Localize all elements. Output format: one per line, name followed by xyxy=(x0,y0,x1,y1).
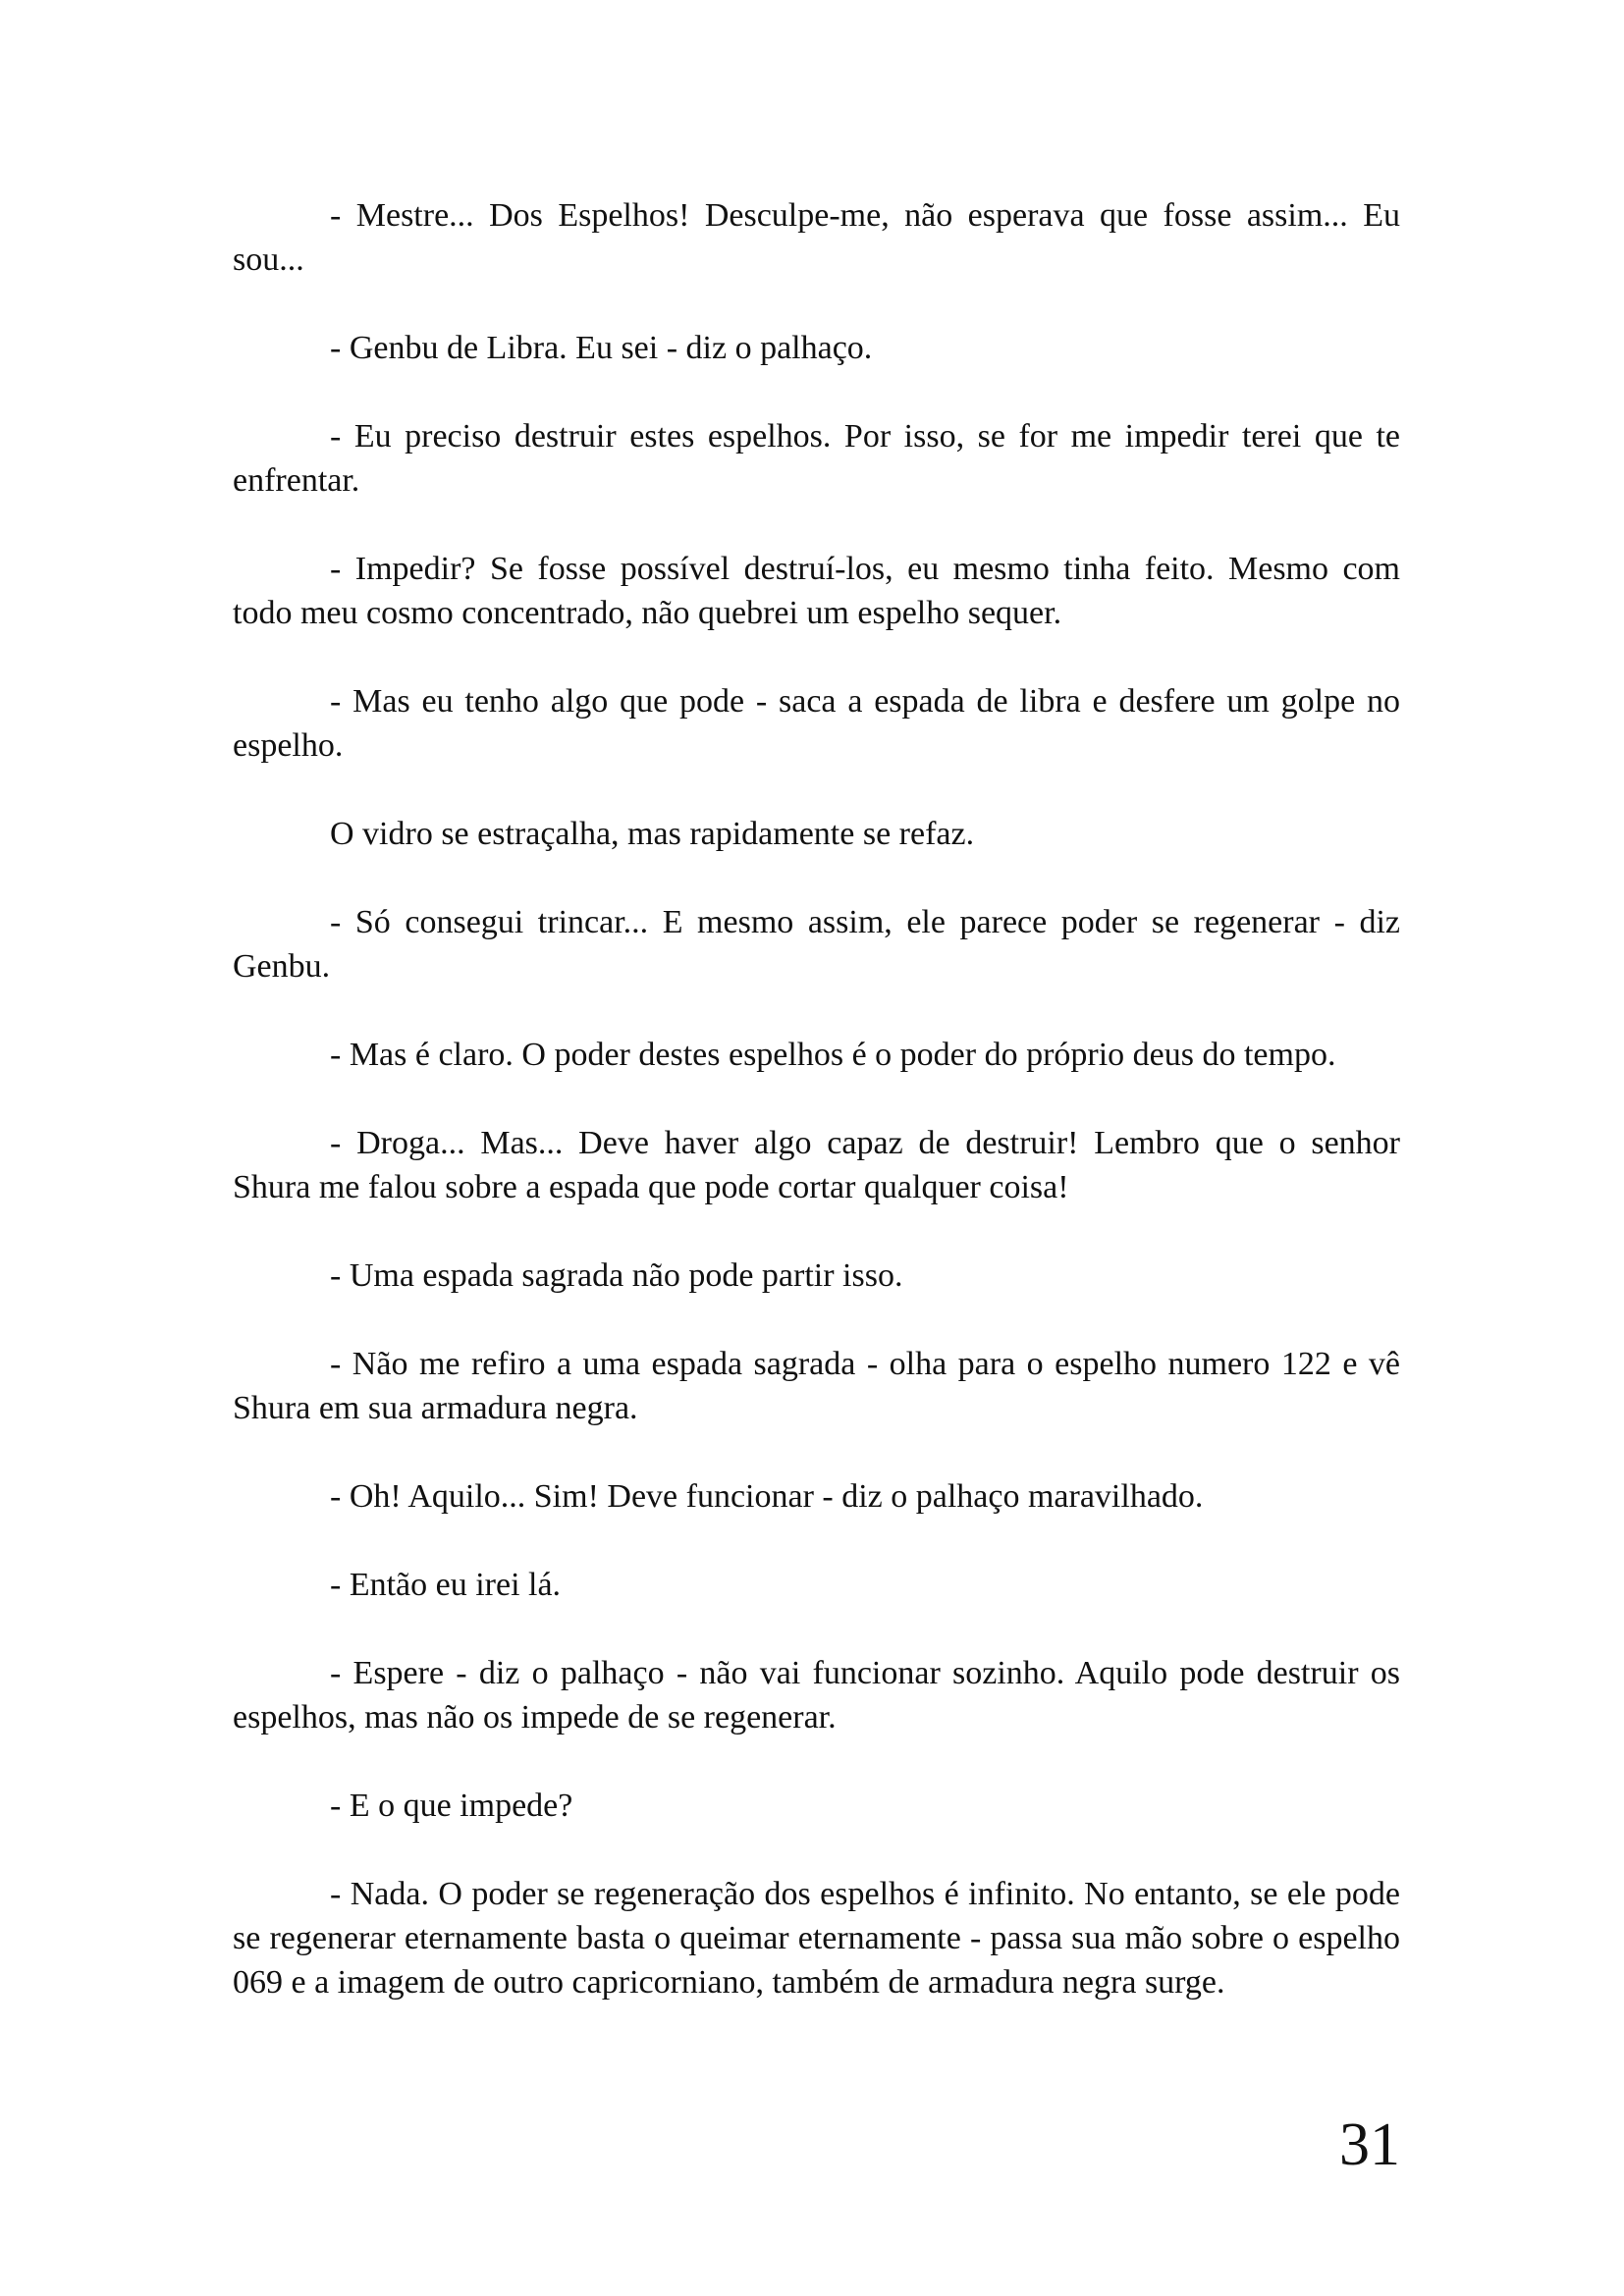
paragraph: O vidro se estraçalha, mas rapidamente se refaz. xyxy=(330,816,975,852)
paragraph: - Impedir? Se fosse possível destruí-los, eu mesmo tinha feito. Mesmo com todo meu cosmo concentrado, não quebrei um espelho sequer. xyxy=(233,551,1400,631)
paragraph: - Espere - diz o palhaço - não vai funcionar sozinho. Aquilo pode destruir os espelhos, mas não os impede de se regenerar. xyxy=(233,1655,1400,1735)
paragraph: - Então eu irei lá. xyxy=(330,1567,562,1603)
paragraph: - Genbu de Libra. Eu sei - diz o palhaço. xyxy=(330,330,873,366)
paragraph: - Nada. O poder se regeneração dos espelhos é infinito. No entanto, se ele pode se regenerar eternamente basta o queimar eternamente - passa sua mão sobre o espelho 069 e a imagem de outro capricorniano, também de armadura negra surge. xyxy=(233,1876,1400,2001)
paragraph: - Só consegui trincar... E mesmo assim, ele parece poder se regenerar - diz Genbu. xyxy=(233,904,1400,985)
paragraph: - Mas eu tenho algo que pode - saca a espada de libra e desfere um golpe no espelho. xyxy=(233,683,1400,764)
paragraph: - Droga... Mas... Deve haver algo capaz de destruir! Lembro que o senhor Shura me falou sobre a espada que pode cortar qualquer coisa! xyxy=(233,1125,1400,1205)
paragraph: - Mestre... Dos Espelhos! Desculpe-me, não esperava que fosse assim... Eu sou... xyxy=(233,197,1400,278)
paragraph: - Uma espada sagrada não pode partir isso. xyxy=(330,1257,903,1294)
paragraph: - Não me refiro a uma espada sagrada - olha para o espelho numero 122 e vê Shura em sua armadura negra. xyxy=(233,1346,1400,1426)
paragraph: - E o que impede? xyxy=(330,1788,573,1824)
paragraph: - Eu preciso destruir estes espelhos. Por isso, se for me impedir terei que te enfrentar. xyxy=(233,418,1400,499)
page-body xyxy=(233,193,1400,2049)
page-number: 31 xyxy=(1339,2111,1400,2178)
paragraph: - Mas é claro. O poder destes espelhos é o poder do próprio deus do tempo. xyxy=(330,1037,1336,1073)
paragraph: - Oh! Aquilo... Sim! Deve funcionar - diz o palhaço maravilhado. xyxy=(330,1478,1204,1515)
